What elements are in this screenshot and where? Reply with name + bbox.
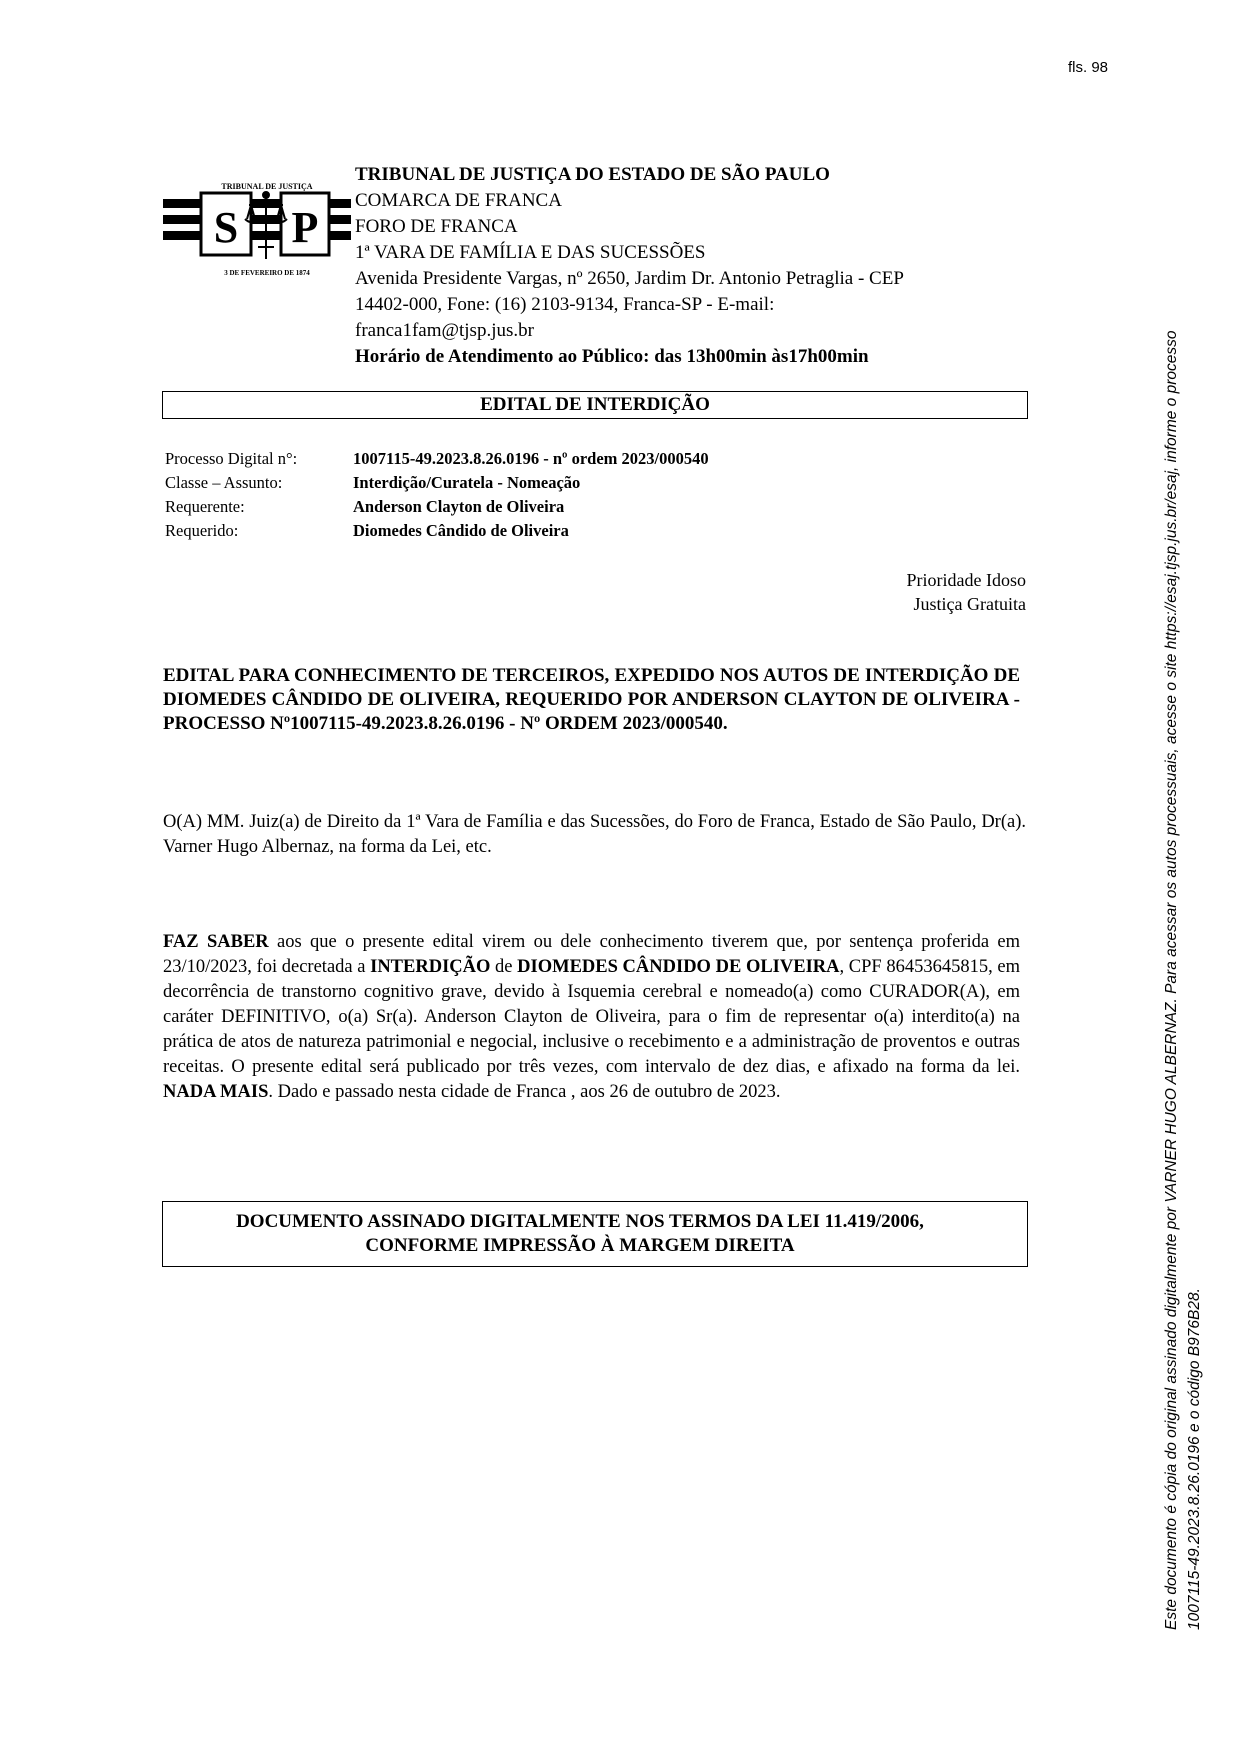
process-value: Anderson Clayton de Oliveira xyxy=(353,497,565,516)
opening-hours: Horário de Atendimento ao Público: das 13h00min às17h00min xyxy=(355,346,869,367)
process-label: Requerido: xyxy=(165,521,239,540)
address-line-1: Avenida Presidente Vargas, nº 2650, Jardim Dr. Antonio Petraglia - CEP xyxy=(355,268,904,289)
logo-letter-p: P xyxy=(291,203,319,252)
logo-top-text: TRIBUNAL DE JUSTIÇA xyxy=(221,182,313,191)
vara: 1ª VARA DE FAMÍLIA E DAS SUCESSÕES xyxy=(355,242,706,263)
process-row xyxy=(165,471,709,495)
email: franca1fam@tjsp.jus.br xyxy=(355,320,534,341)
court-header xyxy=(355,162,975,370)
process-row xyxy=(165,495,709,519)
body-part-4: . Dado e passado nesta cidade de Franca , aos 26 de outubro de 2023. xyxy=(268,1082,781,1102)
body-part-1: aos que o presente edital virem ou dele conhecimento tiverem que, por sentença proferida em 23/10/2023, foi decretada a xyxy=(163,932,1020,977)
process-info xyxy=(165,447,709,543)
process-row xyxy=(165,447,709,471)
body-part-3: , CPF 86453645815, em decorrência de transtorno cognitivo grave, devido à Isquemia cerebral e nomeado(a) como CURADOR(A), em caráter DEFINITIVO, o(a) Sr(a). Anderson Clayton de Oliveira, para o fim de representar o(a) interdito(a) na prática de atos de natureza patrimonial e negocial, inclusive o recebimento e a administração de proventos e outras receitas. O presente edital será publicado por três vezes, com intervalo de dez dias, e afixado na forma da lei. xyxy=(163,957,1020,1077)
case-flags xyxy=(907,568,1026,616)
process-value: Diomedes Cândido de Oliveira xyxy=(353,521,569,540)
interdict-name: DIOMEDES CÂNDIDO DE OLIVEIRA xyxy=(517,957,840,977)
signature-line-1: DOCUMENTO ASSINADO DIGITALMENTE NOS TERMOS DA LEI 11.419/2006, xyxy=(236,1211,924,1232)
document-title: EDITAL DE INTERDIÇÃO xyxy=(162,391,1028,419)
nada-mais: NADA MAIS xyxy=(163,1082,269,1102)
process-label: Requerente: xyxy=(165,497,245,516)
intro-paragraph: O(A) MM. Juiz(a) de Direito da 1ª Vara de Família e das Sucessões, do Foro de Franca, Estado de São Paulo, Dr(a). Varner Hugo Albernaz, na forma da Lei, etc. xyxy=(163,812,1026,857)
address-line-2: 14402-000, Fone: (16) 2103-9134, Franca-SP - E-mail: xyxy=(355,294,775,315)
side-note-line-1: Este documento é cópia do original assinado digitalmente por VARNER HUGO ALBERNAZ. Para acessar os autos processuais, acesse o site https://esaj.tjsp.jus.br/esaj, informe o processo xyxy=(1163,330,1180,1630)
body-part-2: de xyxy=(490,957,518,977)
edital-heading: EDITAL PARA CONHECIMENTO DE TERCEIROS, EXPEDIDO NOS AUTOS DE INTERDIÇÃO DE DIOMEDES CÂNDIDO DE OLIVEIRA, REQUERIDO POR ANDERSON CLAYTON DE OLIVEIRA - PROCESSO Nº1007115-49.2023.8.26.0196 - Nº ORDEM 2023/000540. xyxy=(163,665,1020,734)
tjsp-logo xyxy=(163,151,351,285)
comarca: COMARCA DE FRANCA xyxy=(355,190,562,211)
foro: FORO DE FRANCA xyxy=(355,216,518,237)
logo-bottom-text: 3 DE FEVEREIRO DE 1874 xyxy=(224,269,310,277)
process-label: Classe – Assunto: xyxy=(165,473,283,492)
priority-flag: Prioridade Idoso xyxy=(906,570,1026,590)
signature-line-2: CONFORME IMPRESSÃO À MARGEM DIREITA xyxy=(365,1235,795,1256)
justice-flag: Justiça Gratuita xyxy=(913,594,1026,614)
logo-letter-s: S xyxy=(213,203,239,252)
side-note-line-2: 1007115-49.2023.8.26.0196 e o código B976B28. xyxy=(1186,1288,1203,1630)
digital-signature-note xyxy=(1160,331,1206,1630)
signature-box xyxy=(162,1201,1028,1267)
process-label: Processo Digital n°: xyxy=(165,449,298,468)
page-number: fls. 98 xyxy=(1068,59,1109,76)
process-value: 1007115-49.2023.8.26.0196 - nº ordem 2023/000540 xyxy=(353,449,709,468)
court-name: TRIBUNAL DE JUSTIÇA DO ESTADO DE SÃO PAULO xyxy=(355,164,830,185)
interdicao-word: INTERDIÇÃO xyxy=(370,957,491,977)
body-paragraph xyxy=(163,930,1020,1105)
faz-saber: FAZ SABER xyxy=(163,932,269,952)
process-row xyxy=(165,519,709,543)
process-value: Interdição/Curatela - Nomeação xyxy=(353,473,581,492)
